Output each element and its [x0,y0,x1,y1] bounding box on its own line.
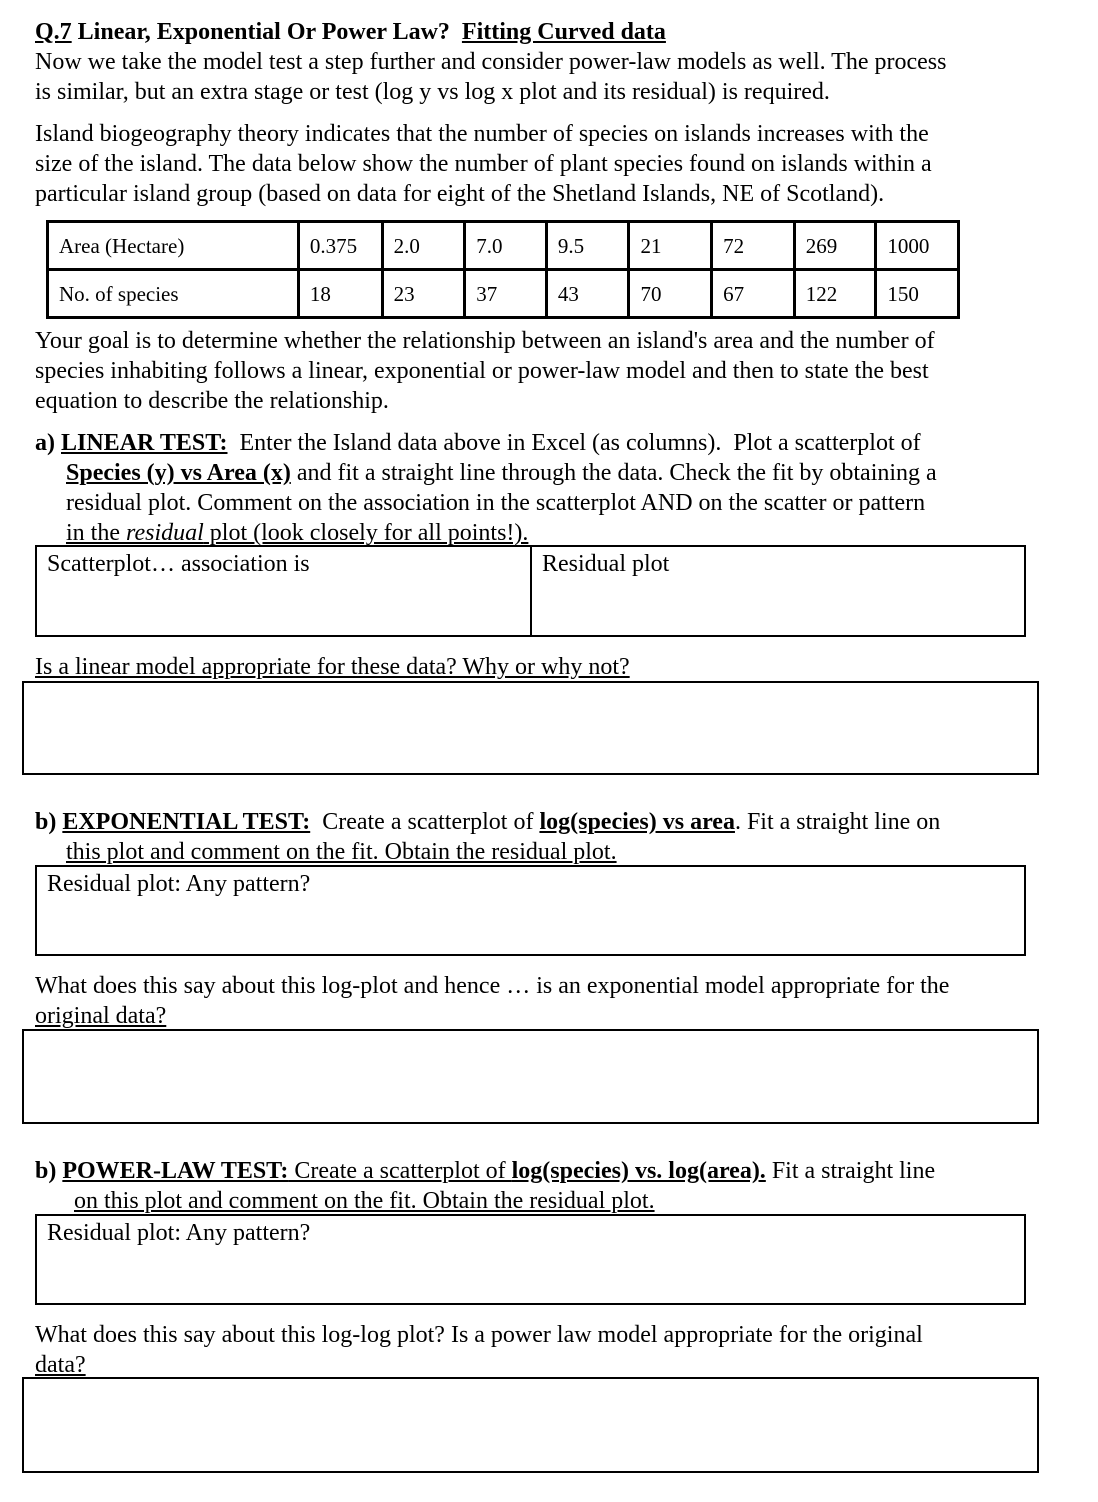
island-data-table [46,220,960,319]
table-cell: 23 [382,270,465,318]
part-b-prefix: b) [35,809,63,835]
table-cell: 1000 [876,222,959,270]
linear-model-answer-box[interactable] [22,681,1039,775]
intro-line-1: Now we take the model test a step further and consider power-law models as well. The process [35,49,947,75]
powerlaw-box-label: Residual plot: Any pattern? [47,1220,311,1246]
table-cell: 67 [712,270,795,318]
part-c-question-2: data? [35,1352,86,1378]
table-row-species [48,270,959,318]
part-c-line-2: on this plot and comment on the fit. Obtain the residual plot. [74,1188,655,1214]
part-b-question-1: What does this say about this log-plot and hence … is an exponential model appropriate for the [35,973,950,999]
table-cell: 9.5 [546,222,629,270]
part-a-line-4a: in the [66,520,126,546]
part-a-underlined: Species (y) vs Area (x) [66,460,291,486]
question-number: Q.7 [35,19,72,45]
table-row-area [48,222,959,270]
exponential-model-answer-box[interactable] [22,1029,1039,1124]
part-a-line-4 [66,518,528,548]
scatterplot-box-label: Scatterplot… association is [47,551,310,577]
part-a-line-2 [66,458,937,488]
table-cell: 269 [794,222,876,270]
part-a-text-2: and fit a straight line through the data. Check the fit by obtaining a [290,460,937,486]
context-line-2: size of the island. The data below show the number of plant species found on islands within a [35,151,932,177]
part-c-question-1: What does this say about this log-log plot? Is a power law model appropriate for the original [35,1322,923,1348]
part-a-question: Is a linear model appropriate for these data? Why or why not? [35,654,630,680]
goal-line-2: species inhabiting follows a linear, exponential or power-law model and then to state the best [35,358,929,384]
part-a-label: LINEAR TEST: [61,430,228,456]
part-a-line-1 [35,428,921,458]
part-c-underlined: log(species) vs. log(area). [511,1158,766,1184]
table-cell: 43 [546,270,629,318]
context-line-1: Island biogeography theory indicates that the number of species on islands increases with the [35,121,929,147]
table-cell: 70 [629,270,712,318]
part-c-label: POWER-LAW TEST: [62,1158,289,1184]
exponential-residual-answer-box[interactable] [35,865,1026,956]
part-a-line-4b: plot (look closely for all points!). [203,520,529,546]
question-subtitle: Fitting Curved data [461,19,666,45]
part-c-text-2: Fit a straight line [765,1158,936,1184]
powerlaw-residual-answer-box[interactable] [35,1214,1026,1305]
table-cell: 7.0 [465,222,547,270]
part-b-underlined: log(species) vs area [539,809,735,835]
part-c-text-1: Create a scatterplot of [288,1158,512,1184]
table-cell: 122 [794,270,876,318]
residual-plot-answer-box[interactable] [530,545,1026,637]
table-cell: 21 [629,222,712,270]
residual-box-label: Residual plot [542,551,670,577]
question-title: Linear, Exponential Or Power Law? [71,19,450,45]
part-a-residual-italic: residual [126,520,204,546]
exponential-box-label: Residual plot: Any pattern? [47,871,311,897]
part-c-prefix: b) [35,1158,63,1184]
row-label-area: Area (Hectare) [48,222,299,270]
part-b-label: EXPONENTIAL TEST: [62,809,311,835]
table-cell: 72 [712,222,795,270]
table-cell: 150 [876,270,959,318]
goal-line-1: Your goal is to determine whether the relationship between an island's area and the number of [35,328,935,354]
goal-line-3: equation to describe the relationship. [35,388,389,414]
intro-line-2: is similar, but an extra stage or test (log y vs log x plot and its residual) is required. [35,79,830,105]
part-b-question-2: original data? [35,1003,167,1029]
context-line-3: particular island group (based on data for eight of the Shetland Islands, NE of Scotland). [35,181,885,207]
question-heading [35,17,666,47]
powerlaw-model-answer-box[interactable] [22,1377,1039,1473]
table-cell: 18 [298,270,382,318]
scatterplot-answer-box[interactable] [35,545,532,637]
part-a-line-3: residual plot. Comment on the association in the scatterplot AND on the scatter or pattern [66,490,926,516]
part-b-text-2: . Fit a straight line on [734,809,941,835]
table-cell: 37 [465,270,547,318]
part-c-line-1 [35,1156,935,1186]
row-label-species: No. of species [48,270,299,318]
part-b-text-1: Create a scatterplot of [310,809,540,835]
part-a-prefix: a) [35,430,61,456]
table-cell: 2.0 [382,222,465,270]
part-b-line-2: this plot and comment on the fit. Obtain the residual plot. [66,839,617,865]
table-cell: 0.375 [298,222,382,270]
part-b-line-1 [35,807,940,837]
part-a-text-1: Enter the Island data above in Excel (as columns). Plot a scatterplot of [227,430,921,456]
